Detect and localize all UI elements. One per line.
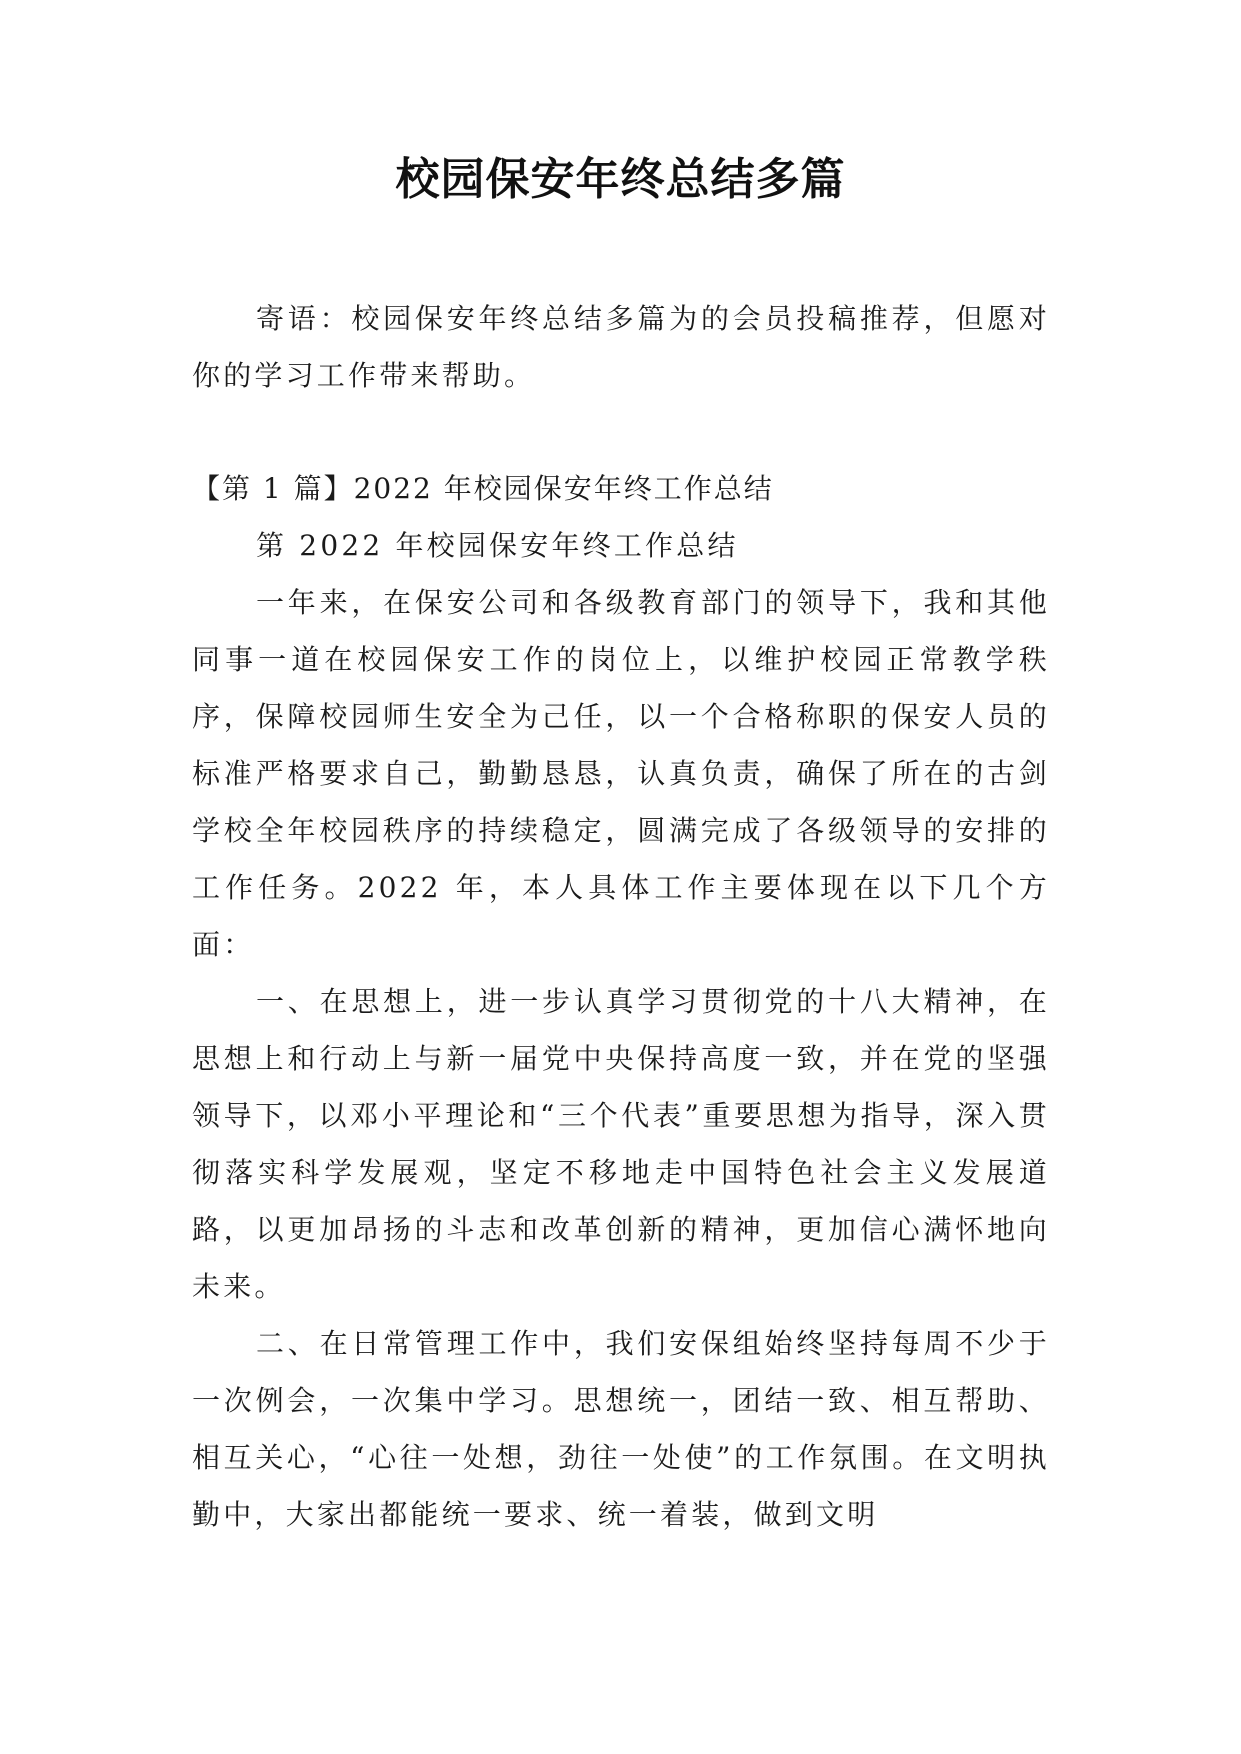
document-title: 校园保安年终总结多篇: [395, 154, 846, 205]
body-paragraph: 第 2022 年校园保安年终工作总结: [256, 529, 739, 562]
intro-paragraph: 寄语：校园保安年终总结多篇为的会员投稿推荐，但愿对你的学习工作带来帮助。: [192, 302, 1050, 392]
section-heading: 【第 1 篇】2022 年校园保安年终工作总结: [192, 472, 774, 505]
body-paragraph: 二、在日常管理工作中，我们安保组始终坚持每周不少于一次例会，一次集中学习。思想统一，团结一致、相互帮助、相互关心，“心往一处想，劲往一处使”的工作氛围。在文明执勤中，大家出都能统一要求、统一着装，做到文明: [192, 1327, 1050, 1531]
body-paragraph: 一年来，在保安公司和各级教育部门的领导下，我和其他同事一道在校园保安工作的岗位上，以维护校园正常教学秩序，保障校园师生安全为己任，以一个合格称职的保安人员的标准严格要求自己，勤勤恳恳，认真负责，确保了所在的古剑学校全年校园秩序的持续稳定，圆满完成了各级领导的安排的工作任务。2022 年，本人具体工作主要体现在以下几个方面：: [192, 586, 1050, 961]
document-body: [192, 517, 1050, 1543]
body-paragraph: 一、在思想上，进一步认真学习贯彻党的十八大精神，在思想上和行动上与新一届党中央保持高度一致，并在党的坚强领导下，以邓小平理论和“三个代表”重要思想为指导，深入贯彻落实科学发展观，坚定不移地走中国特色社会主义发展道路，以更加昂扬的斗志和改革创新的精神，更加信心满怀地向未来。: [192, 985, 1050, 1303]
